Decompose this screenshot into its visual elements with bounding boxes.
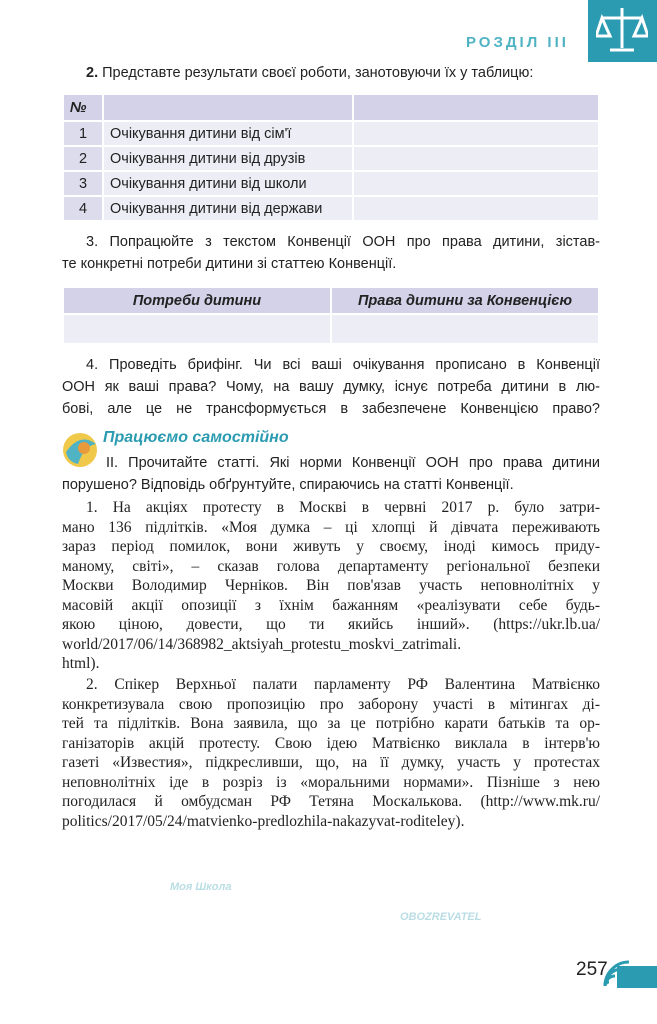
col-answer [353,94,599,121]
watermark: OBOZREVATEL [400,911,482,923]
task-number: 2. [86,65,99,81]
table-row [63,171,599,196]
row-expectation: Очікування дитини від друзів [103,146,353,171]
col-expectation [103,94,353,121]
row-number: 4 [63,196,103,221]
task-text: Представте результати своєї роботи, занотовуючи їх у таблицю: [98,65,534,81]
article1-line: 1. На акціях протесту в Москві в червні 2017 р. було затри- [86,499,600,516]
task4-line: бові, але це не трансформується в забезпечене Конвенцією право? [62,401,600,417]
row-number: 2 [63,146,103,171]
article1-line: html). [62,655,100,672]
col-rights: Права дитини за Конвенцією [331,287,599,314]
row-expectation: Очікування дитини від сім'ї [103,121,353,146]
independent-line: порушено? Відповідь обґрунтуйте, спираючись на статті Конвенції. [62,477,514,493]
article2-line: politics/2017/05/24/matvienko-predlozhila-nakazyvat-roditeley). [62,812,465,830]
row-answer [353,146,599,171]
table-row [63,146,599,171]
article2-line: ганізаторів акцій протесту. Свою ідею Матвієнко виклала в інтерв'ю [62,734,600,752]
article2-line: погодилася й омбудсман РФ Тетяна Москалькова. (http://www.mk.ru/ [62,793,600,810]
article2-line: 2. Спікер Верхньої палати парламенту РФ Валентина Матвієнко [86,676,600,693]
col-needs: Потреби дитини [63,287,331,314]
article1-line: маному, світі», – сказав голова департаменту регіональної безпеки [62,557,600,575]
article2-line: тей та підлітків. Вона заявила, що за це потрібно карати батьків та ор- [62,715,600,732]
article2-line: газеті «Известия», підкресливши, що, на її думку, участь у протестах [62,754,600,771]
task3-line: 3. Попрацюйте з текстом Конвенції ООН про права дитини, зістав- [86,234,600,250]
task4-line: 4. Проведіть брифінг. Чи всі ваші очікування прописано в Конвенції [86,357,600,373]
independent-line: II. Прочитайте статті. Які норми Конвенції ООН про права дитини [106,455,600,471]
chapter-badge [588,0,657,62]
table-row [63,196,599,221]
article1-line: Москви Володимир Черніков. Він пов'язав участь неповнолітніх у [62,577,600,594]
col-number: № [63,94,103,121]
row-number: 3 [63,171,103,196]
row-answer [353,121,599,146]
section-heading: Працюємо самостійно [103,429,289,446]
table-row [63,121,599,146]
row-number: 1 [63,121,103,146]
row-expectation: Очікування дитини від держави [103,196,353,221]
cell-needs [63,314,331,344]
page-corner-decoration-icon [603,958,657,988]
row-expectation: Очікування дитини від школи [103,171,353,196]
scales-icon [596,4,648,56]
cell-rights [331,314,599,344]
row-answer [353,196,599,221]
article2-line: неповнолітніх іде в розріз із «моральними нормами». Пізніше з нею [62,773,600,791]
row-answer [353,171,599,196]
page-number: 257 [576,959,608,980]
article1-line: масовій акції опозиції з їхнім бажанням «реалізувати себе будь- [62,596,600,614]
independent-work-icon [60,430,100,470]
section-title: РОЗДІЛ III [466,34,569,51]
task4-line: ООН як ваші права? Чому, на вашу думку, існує потреба дитини в лю- [62,379,600,395]
expectations-table [62,93,600,222]
task3-line: те конкретні потреби дитини зі статтею Конвенції. [62,256,397,272]
article1-line: мано 136 підлітків. «Моя думка – ці хлопці й дівчата переживають [62,518,600,536]
task-2 [86,62,600,84]
article2-line: конкретизувала свою пропозицію про заборону участі в мітингах ді- [62,695,600,713]
watermark: Моя Школа [170,881,232,893]
article1-line: якою ціною, довести, що ти якийсь інший». (https://ukr.lb.ua/ [62,616,600,633]
article1-line: world/2017/06/14/368982_aktsiyah_protestu_moskvi_zatrimali. [62,635,462,653]
needs-rights-table [62,286,600,345]
article1-line: зараз період помилок, вони живуть у своєму, іноді кимось приду- [62,538,600,555]
